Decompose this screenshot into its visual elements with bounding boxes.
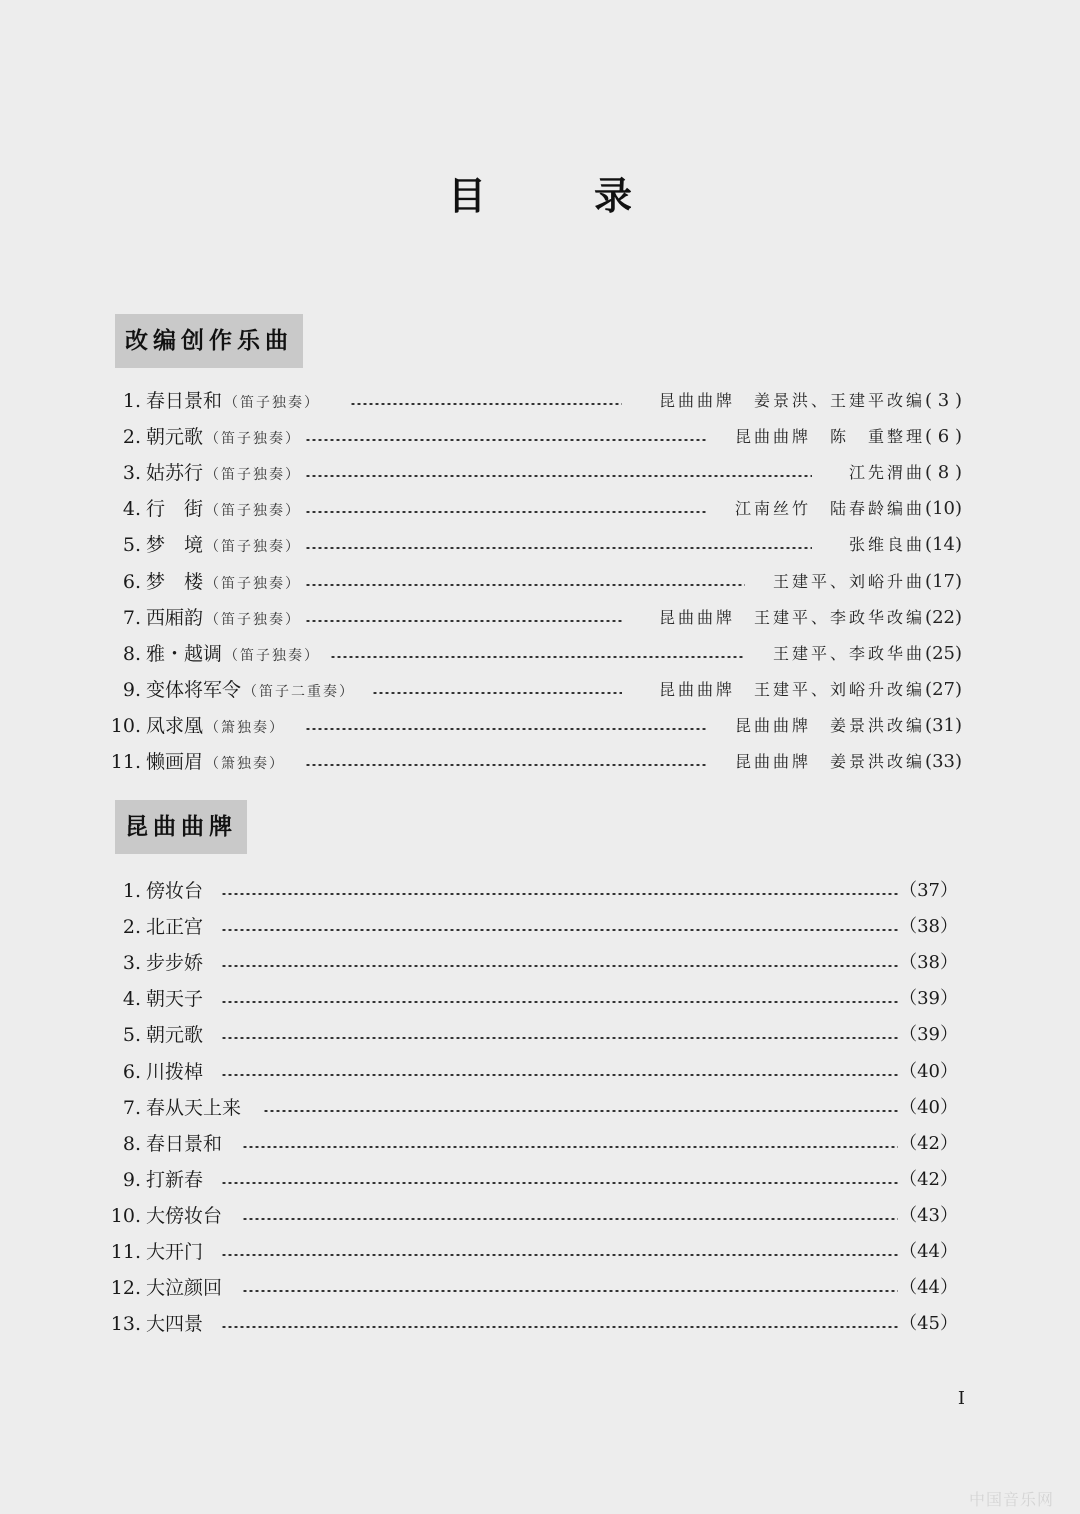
entry-title: 春日景和 [146, 1132, 223, 1155]
entry-number: 2. [122, 916, 141, 939]
entry-title-text: 梦 楼 [146, 570, 204, 593]
toc-entry[interactable] [0, 744, 1080, 780]
page-title-char-1: 目 [447, 173, 486, 218]
entry-title: 大傍妆台 [146, 1204, 223, 1227]
entry-credit-text: 江先渭曲 [849, 463, 926, 483]
dot-leader [305, 728, 708, 730]
dot-leader [372, 692, 622, 694]
entry-title: 朝天子 [146, 988, 204, 1011]
entry-title [146, 527, 301, 565]
entry-credit-text: 江南丝竹 陆春龄编曲 [735, 499, 926, 519]
entry-title: 北正宫 [146, 916, 204, 939]
entry-page: （42） [899, 1168, 958, 1190]
entry-page: （40） [899, 1096, 958, 1118]
dot-leader [221, 1326, 898, 1328]
toc-entry[interactable] [0, 455, 1080, 491]
entry-credit [735, 491, 962, 527]
entry-page: （44） [899, 1277, 958, 1299]
entry-title-text: 行 街 [146, 498, 204, 521]
entry-page: (10) [925, 498, 962, 520]
entry-title-text: 朝元歌 [146, 426, 204, 449]
entry-number: 4. [122, 988, 141, 1011]
entry-page: （39） [899, 1024, 958, 1046]
dot-leader [242, 1218, 898, 1220]
toc-entry[interactable] [0, 1198, 1080, 1234]
entry-credit [849, 527, 962, 563]
entry-page: （39） [899, 988, 958, 1010]
dot-leader [221, 1037, 898, 1039]
dot-leader [305, 547, 812, 549]
dot-leader [221, 929, 898, 931]
entry-credit [773, 564, 962, 600]
entry-title-text: 雅・越调 [146, 642, 223, 665]
dot-leader [242, 1146, 898, 1148]
entry-number: 9. [122, 678, 141, 701]
toc-entry[interactable] [0, 873, 1080, 909]
dot-leader [350, 403, 622, 405]
dot-leader [305, 439, 708, 441]
toc-entry[interactable] [0, 564, 1080, 600]
entry-instrument: （笛子独奏） [224, 647, 321, 664]
entry-credit [659, 672, 962, 708]
entry-credit-text: 昆曲曲牌 姜景洪、王建平改编 [659, 391, 926, 410]
dot-leader [305, 620, 622, 622]
entry-credit [659, 600, 962, 636]
entry-title [146, 564, 301, 602]
entry-page: ( 3 ) [925, 390, 962, 411]
toc-entry[interactable] [0, 1270, 1080, 1306]
dot-leader [305, 764, 708, 766]
page-number: I [957, 1388, 965, 1409]
dot-leader [221, 965, 898, 967]
toc-entry[interactable] [0, 981, 1080, 1017]
entry-credit [773, 636, 962, 672]
entry-title: 大四景 [146, 1313, 204, 1336]
page-title [0, 165, 1080, 220]
entry-credit [735, 419, 962, 455]
entry-title: 川拨棹 [146, 1060, 204, 1083]
entry-title [146, 419, 301, 457]
entry-instrument: （笛子独奏） [205, 611, 302, 628]
entry-title [146, 600, 301, 638]
toc-entry[interactable] [0, 1054, 1080, 1090]
toc-entry[interactable] [0, 945, 1080, 981]
entry-title [146, 744, 285, 782]
entry-credit-text: 昆曲曲牌 姜景洪改编 [735, 752, 926, 771]
entry-number: 13. [110, 1313, 141, 1336]
toc-entry[interactable] [0, 1234, 1080, 1270]
toc-entry[interactable] [0, 708, 1080, 744]
entry-credit-text: 昆曲曲牌 王建平、李政华改编 [659, 607, 926, 627]
entry-number: 5. [122, 1024, 141, 1047]
entry-number: 3. [122, 952, 141, 975]
entry-credit-text: 王建平、李政华曲 [773, 643, 926, 663]
toc-entry[interactable] [0, 1126, 1080, 1162]
entry-number: 7. [122, 606, 141, 629]
entry-instrument: （箫独奏） [205, 719, 286, 736]
entry-number: 8. [122, 642, 141, 665]
entry-title [146, 708, 285, 746]
entry-instrument: （笛子独奏） [205, 575, 302, 592]
entry-number: 1. [122, 390, 141, 412]
entry-number: 6. [122, 570, 141, 593]
toc-entry[interactable] [0, 672, 1080, 708]
entry-credit-text: 昆曲曲牌 姜景洪改编 [735, 715, 926, 735]
dot-leader [305, 475, 812, 477]
dot-leader [263, 1110, 898, 1112]
entry-number: 10. [110, 714, 141, 737]
entry-title: 大开门 [146, 1241, 204, 1263]
entry-credit [659, 383, 962, 419]
entry-credit-text: 昆曲曲牌 王建平、刘峪升改编 [659, 679, 926, 699]
entry-number: 1. [122, 880, 141, 902]
watermark: 中国音乐网 [968, 1490, 1054, 1509]
entry-number: 2. [122, 426, 141, 449]
toc-entry[interactable] [0, 1306, 1080, 1342]
entry-instrument: （笛子独奏） [205, 467, 302, 484]
entry-page: (22) [925, 606, 962, 628]
toc-entry[interactable] [0, 600, 1080, 636]
entry-title: 春从天上来 [146, 1096, 242, 1119]
toc-entry[interactable] [0, 909, 1080, 945]
entry-number: 3. [122, 462, 141, 485]
entry-page: （45） [899, 1313, 958, 1335]
entry-credit-text: 王建平、刘峪升曲 [773, 571, 926, 591]
entry-title-text: 春日景和 [146, 390, 223, 412]
entry-instrument: （笛子独奏） [224, 395, 321, 411]
page-title-char-2: 录 [594, 173, 633, 218]
entry-title-text: 凤求凰 [146, 714, 204, 737]
dot-leader [330, 656, 745, 658]
dot-leader [221, 1254, 898, 1256]
entry-number: 7. [122, 1096, 141, 1119]
dot-leader [221, 1074, 898, 1076]
entry-instrument: （笛子独奏） [205, 431, 302, 448]
toc-entry[interactable] [0, 419, 1080, 455]
entry-page: ( 6 ) [925, 426, 962, 448]
entry-page: （42） [899, 1132, 958, 1154]
entry-number: 4. [122, 498, 141, 521]
entry-title [146, 672, 355, 710]
entry-credit-text: 昆曲曲牌 陈 重整理 [735, 427, 926, 447]
entry-title: 打新春 [146, 1168, 204, 1191]
entry-title-text: 西厢韵 [146, 606, 204, 629]
toc-entry[interactable] [0, 1090, 1080, 1126]
entry-instrument: （箫独奏） [205, 756, 286, 772]
entry-title: 步步娇 [146, 952, 204, 975]
entry-title-text: 梦 境 [146, 534, 204, 557]
entry-page: （44） [899, 1241, 958, 1262]
entry-page: (25) [925, 642, 962, 664]
entry-page: (17) [925, 570, 962, 592]
section-heading-kunqu-tunes: 昆曲曲牌 [115, 800, 247, 854]
entry-credit [735, 708, 962, 744]
entry-page: （38） [899, 952, 958, 974]
entry-page: （38） [899, 916, 958, 938]
entry-credit [735, 744, 962, 780]
entry-number: 11. [110, 1241, 141, 1263]
entry-title [146, 636, 320, 674]
entry-number: 6. [122, 1060, 141, 1083]
toc-entry[interactable] [0, 1162, 1080, 1198]
toc-entry[interactable] [0, 491, 1080, 527]
section-heading-adaptations: 改编创作乐曲 [115, 314, 303, 368]
entry-instrument: （笛子二重奏） [243, 683, 356, 700]
entry-instrument: （笛子独奏） [205, 503, 302, 520]
entry-title-text: 变体将军令 [146, 678, 242, 701]
entry-number: 10. [110, 1204, 141, 1227]
entry-number: 12. [110, 1277, 141, 1300]
entry-page: (27) [925, 678, 962, 700]
entry-page: (14) [925, 534, 962, 556]
entry-instrument: （笛子独奏） [205, 539, 302, 556]
entry-page: （40） [899, 1060, 958, 1082]
entry-title-text: 姑苏行 [146, 462, 204, 485]
toc-entry[interactable] [0, 636, 1080, 672]
entry-title: 大泣颜回 [146, 1277, 223, 1300]
entry-number: 9. [122, 1168, 141, 1191]
entry-page: （43） [899, 1204, 958, 1226]
entry-number: 11. [110, 751, 141, 773]
dot-leader [305, 511, 708, 513]
dot-leader [242, 1290, 898, 1292]
entry-title: 傍妆台 [146, 880, 204, 902]
toc-entry[interactable] [0, 1017, 1080, 1053]
dot-leader [221, 1001, 898, 1003]
toc-entry[interactable] [0, 527, 1080, 563]
dot-leader [305, 584, 745, 586]
entry-credit-text: 张维良曲 [849, 535, 926, 555]
entry-title [146, 455, 301, 493]
entry-page: (33) [925, 751, 962, 772]
toc-entry[interactable] [0, 383, 1080, 419]
dot-leader [221, 893, 898, 895]
dot-leader [221, 1182, 898, 1184]
entry-title [146, 383, 320, 421]
entry-title [146, 491, 301, 529]
entry-credit [849, 455, 962, 491]
entry-number: 8. [122, 1132, 141, 1155]
entry-title-text: 懒画眉 [146, 751, 204, 773]
entry-page: （37） [899, 880, 958, 901]
entry-number: 5. [122, 534, 141, 557]
entry-title: 朝元歌 [146, 1024, 204, 1047]
entry-page: ( 8 ) [925, 462, 962, 484]
entry-page: (31) [925, 714, 962, 736]
